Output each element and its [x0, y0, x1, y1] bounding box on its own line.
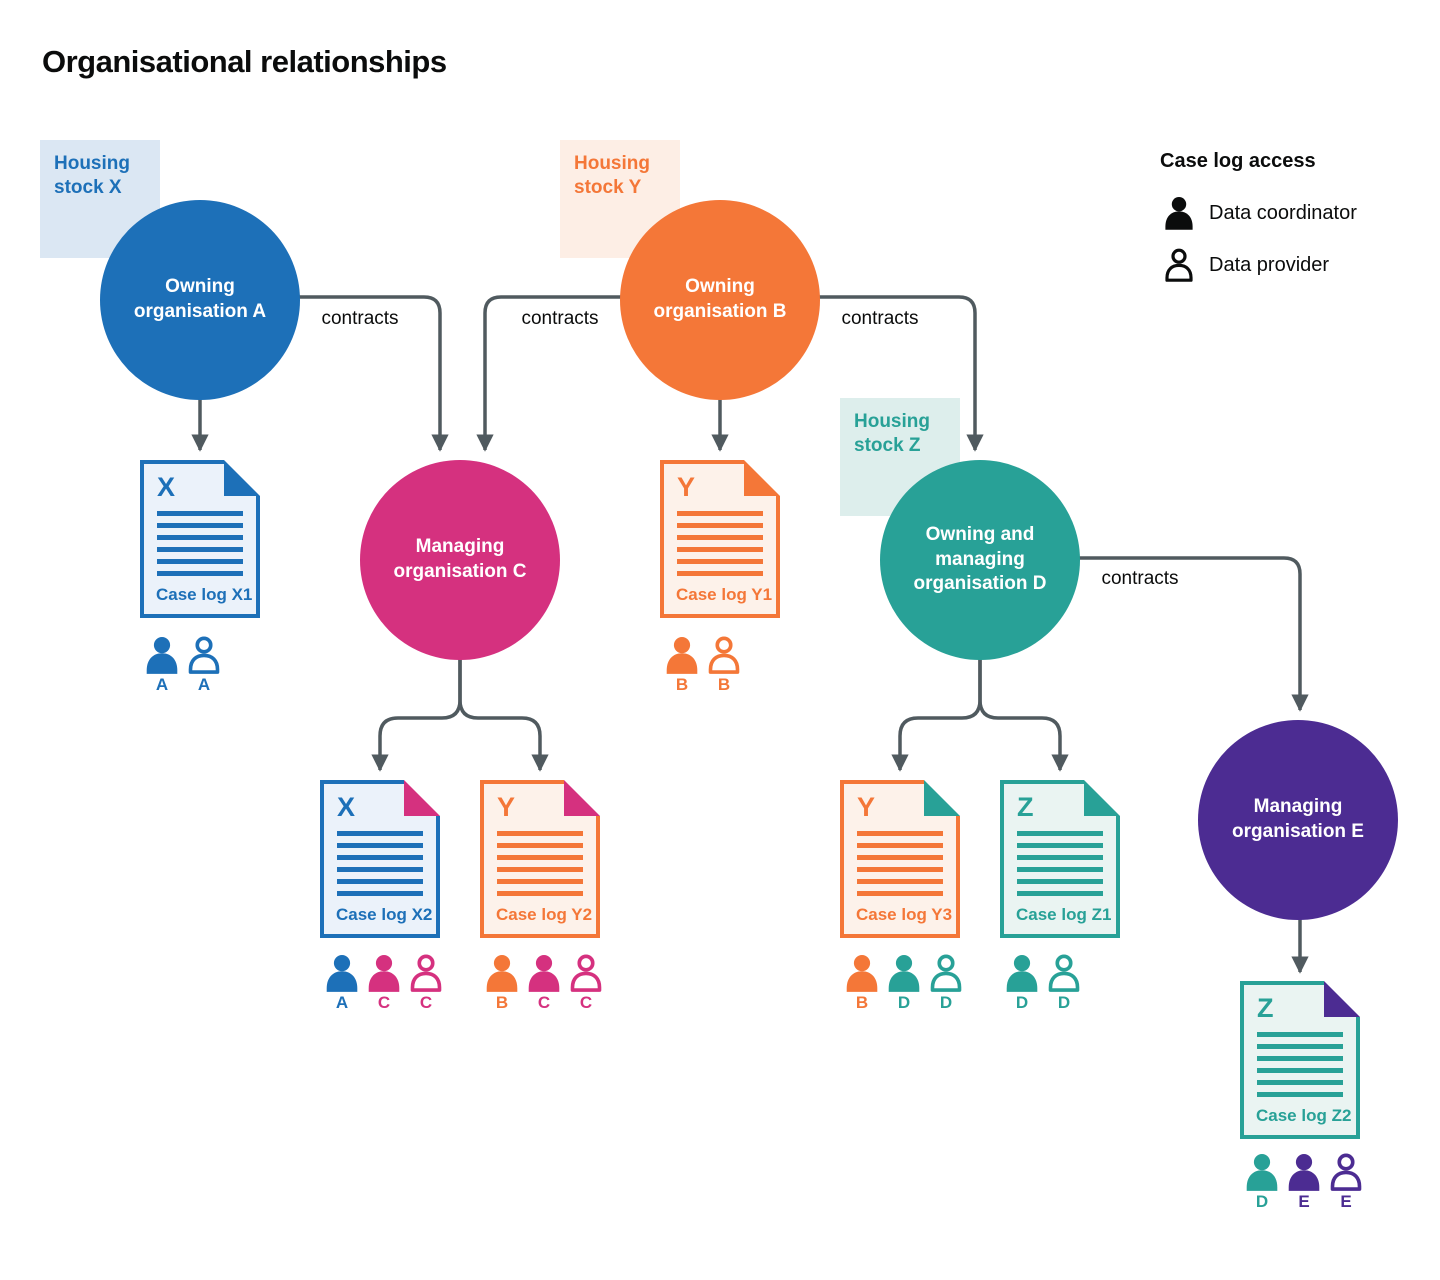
doc-letter: X — [157, 472, 176, 502]
data-provider-icon — [1163, 248, 1195, 282]
case-log-y2-access-list — [484, 954, 604, 1013]
person-org-label: C — [377, 993, 391, 1012]
housing-stock-y-label: Housing stock Y — [560, 140, 680, 258]
org-b-label: Owning organisation B — [653, 276, 787, 322]
doc-text-lines — [1017, 831, 1103, 896]
doc-text-lines — [677, 511, 763, 576]
doc-letter: Y — [677, 472, 696, 502]
person-org-label: D — [1015, 993, 1029, 1012]
arrow-d-to-caselog-y3 — [900, 655, 980, 770]
folded-corner-icon — [404, 780, 440, 816]
doc-text-lines — [157, 511, 243, 576]
person-item — [568, 954, 604, 1013]
person-item — [408, 954, 444, 1013]
person-org-label: D — [939, 993, 953, 1012]
housing-stock-z-label: Housing stock Z — [840, 398, 960, 516]
data-provider-icon — [568, 954, 604, 992]
person-item — [706, 636, 742, 695]
data-coordinator-icon — [886, 954, 922, 992]
page-title: Organisational relationships — [42, 44, 447, 79]
doc-caption: Case log X2 — [336, 905, 433, 924]
person-item — [844, 954, 880, 1013]
person-org-label: B — [855, 993, 869, 1012]
data-coordinator-icon — [484, 954, 520, 992]
legend-item-data-provider — [1163, 248, 1329, 282]
data-coordinator-icon — [844, 954, 880, 992]
org-e-label: Managing organisation E — [1232, 796, 1364, 842]
doc-caption: Case log Z2 — [1256, 1106, 1352, 1125]
legend-item-label: Data coordinator — [1209, 201, 1357, 224]
person-org-label: E — [1298, 1192, 1310, 1211]
case-log-y3-access-list — [844, 954, 964, 1013]
person-item — [1286, 1153, 1322, 1212]
org-circle-managing-c — [360, 460, 560, 660]
data-coordinator-icon — [324, 954, 360, 992]
org-circle-owning-managing-d — [880, 460, 1080, 660]
doc-text-lines — [337, 831, 423, 896]
doc-text-lines — [857, 831, 943, 896]
folded-corner-icon — [744, 460, 780, 496]
person-item — [1004, 954, 1040, 1013]
person-org-label: C — [419, 993, 433, 1012]
org-circle-managing-e — [1198, 720, 1398, 920]
arrow-c-to-caselog-y2 — [460, 655, 540, 770]
doc-caption: Case log X1 — [156, 585, 253, 604]
folded-corner-icon — [1324, 981, 1360, 1017]
data-provider-icon — [1046, 954, 1082, 992]
doc-caption: Case log Z1 — [1016, 905, 1112, 924]
doc-caption: Case log Y3 — [856, 905, 953, 924]
data-coordinator-icon — [664, 636, 700, 674]
person-org-label: C — [537, 993, 551, 1012]
doc-letter: Z — [1017, 792, 1034, 822]
folded-corner-icon — [564, 780, 600, 816]
case-log-z1-document — [1000, 780, 1120, 938]
contracts-label-d-e: contracts — [1101, 568, 1179, 589]
person-item — [1046, 954, 1082, 1013]
person-org-label: B — [495, 993, 509, 1012]
person-item — [526, 954, 562, 1013]
person-item — [928, 954, 964, 1013]
housing-stock-x-label: Housing stock X — [40, 140, 160, 258]
doc-text-lines — [497, 831, 583, 896]
org-d-label: Owning and managing organisation D — [913, 523, 1047, 595]
person-item — [484, 954, 520, 1013]
doc-letter: Z — [1257, 993, 1274, 1023]
case-log-z2-document — [1240, 981, 1360, 1139]
case-log-y2-document — [480, 780, 600, 938]
person-item — [886, 954, 922, 1013]
legend-title: Case log access — [1160, 150, 1316, 172]
case-log-x1-access-list — [144, 636, 222, 695]
person-org-label: D — [1255, 1192, 1269, 1211]
data-provider-icon — [186, 636, 222, 674]
case-log-y1-document — [660, 460, 780, 618]
data-coordinator-icon — [1244, 1153, 1280, 1191]
org-c-label: Managing organisation C — [393, 536, 527, 582]
legend-item-label: Data provider — [1209, 253, 1330, 276]
doc-caption: Case log Y1 — [676, 585, 773, 604]
doc-letter: Y — [497, 792, 516, 822]
arrow-d-to-caselog-z1 — [980, 655, 1060, 770]
person-org-label: B — [717, 675, 731, 694]
person-item — [324, 954, 360, 1013]
doc-letter: Y — [857, 792, 876, 822]
data-provider-icon — [928, 954, 964, 992]
person-org-label: D — [1057, 993, 1071, 1012]
legend-item-data-coordinator — [1163, 196, 1357, 230]
data-provider-icon — [1328, 1153, 1364, 1191]
folded-corner-icon — [224, 460, 260, 496]
person-org-label: B — [675, 675, 689, 694]
case-log-y1-access-list — [664, 636, 742, 695]
person-org-label: D — [897, 993, 911, 1012]
contracts-label-b-c: contracts — [521, 308, 599, 329]
case-log-x2-document — [320, 780, 440, 938]
folded-corner-icon — [1084, 780, 1120, 816]
person-item — [664, 636, 700, 695]
person-org-label: E — [1340, 1192, 1352, 1211]
org-circle-owning-a — [100, 200, 300, 400]
case-log-x2-access-list — [324, 954, 444, 1013]
data-provider-icon — [706, 636, 742, 674]
data-coordinator-icon — [526, 954, 562, 992]
person-item — [1328, 1153, 1364, 1212]
person-item — [144, 636, 180, 695]
data-coordinator-icon — [1004, 954, 1040, 992]
case-log-z2-access-list — [1244, 1153, 1364, 1212]
person-org-label: A — [335, 993, 349, 1012]
data-provider-icon — [408, 954, 444, 992]
person-org-label: A — [155, 675, 169, 694]
arrow-c-to-caselog-x2 — [380, 655, 460, 770]
doc-text-lines — [1257, 1032, 1343, 1097]
doc-letter: X — [337, 792, 356, 822]
data-coordinator-icon — [1163, 196, 1195, 230]
case-log-x1-document — [140, 460, 260, 618]
data-coordinator-icon — [144, 636, 180, 674]
person-org-label: C — [579, 993, 593, 1012]
case-log-z1-access-list — [1004, 954, 1082, 1013]
org-a-label: Owning organisation A — [133, 276, 267, 322]
org-circle-owning-b — [620, 200, 820, 400]
contracts-label-a-c: contracts — [321, 308, 399, 329]
person-item — [366, 954, 402, 1013]
person-item — [186, 636, 222, 695]
person-item — [1244, 1153, 1280, 1212]
data-coordinator-icon — [366, 954, 402, 992]
folded-corner-icon — [924, 780, 960, 816]
contracts-label-b-d: contracts — [841, 308, 919, 329]
case-log-y3-document — [840, 780, 960, 938]
data-coordinator-icon — [1286, 1153, 1322, 1191]
doc-caption: Case log Y2 — [496, 905, 593, 924]
person-org-label: A — [197, 675, 211, 694]
